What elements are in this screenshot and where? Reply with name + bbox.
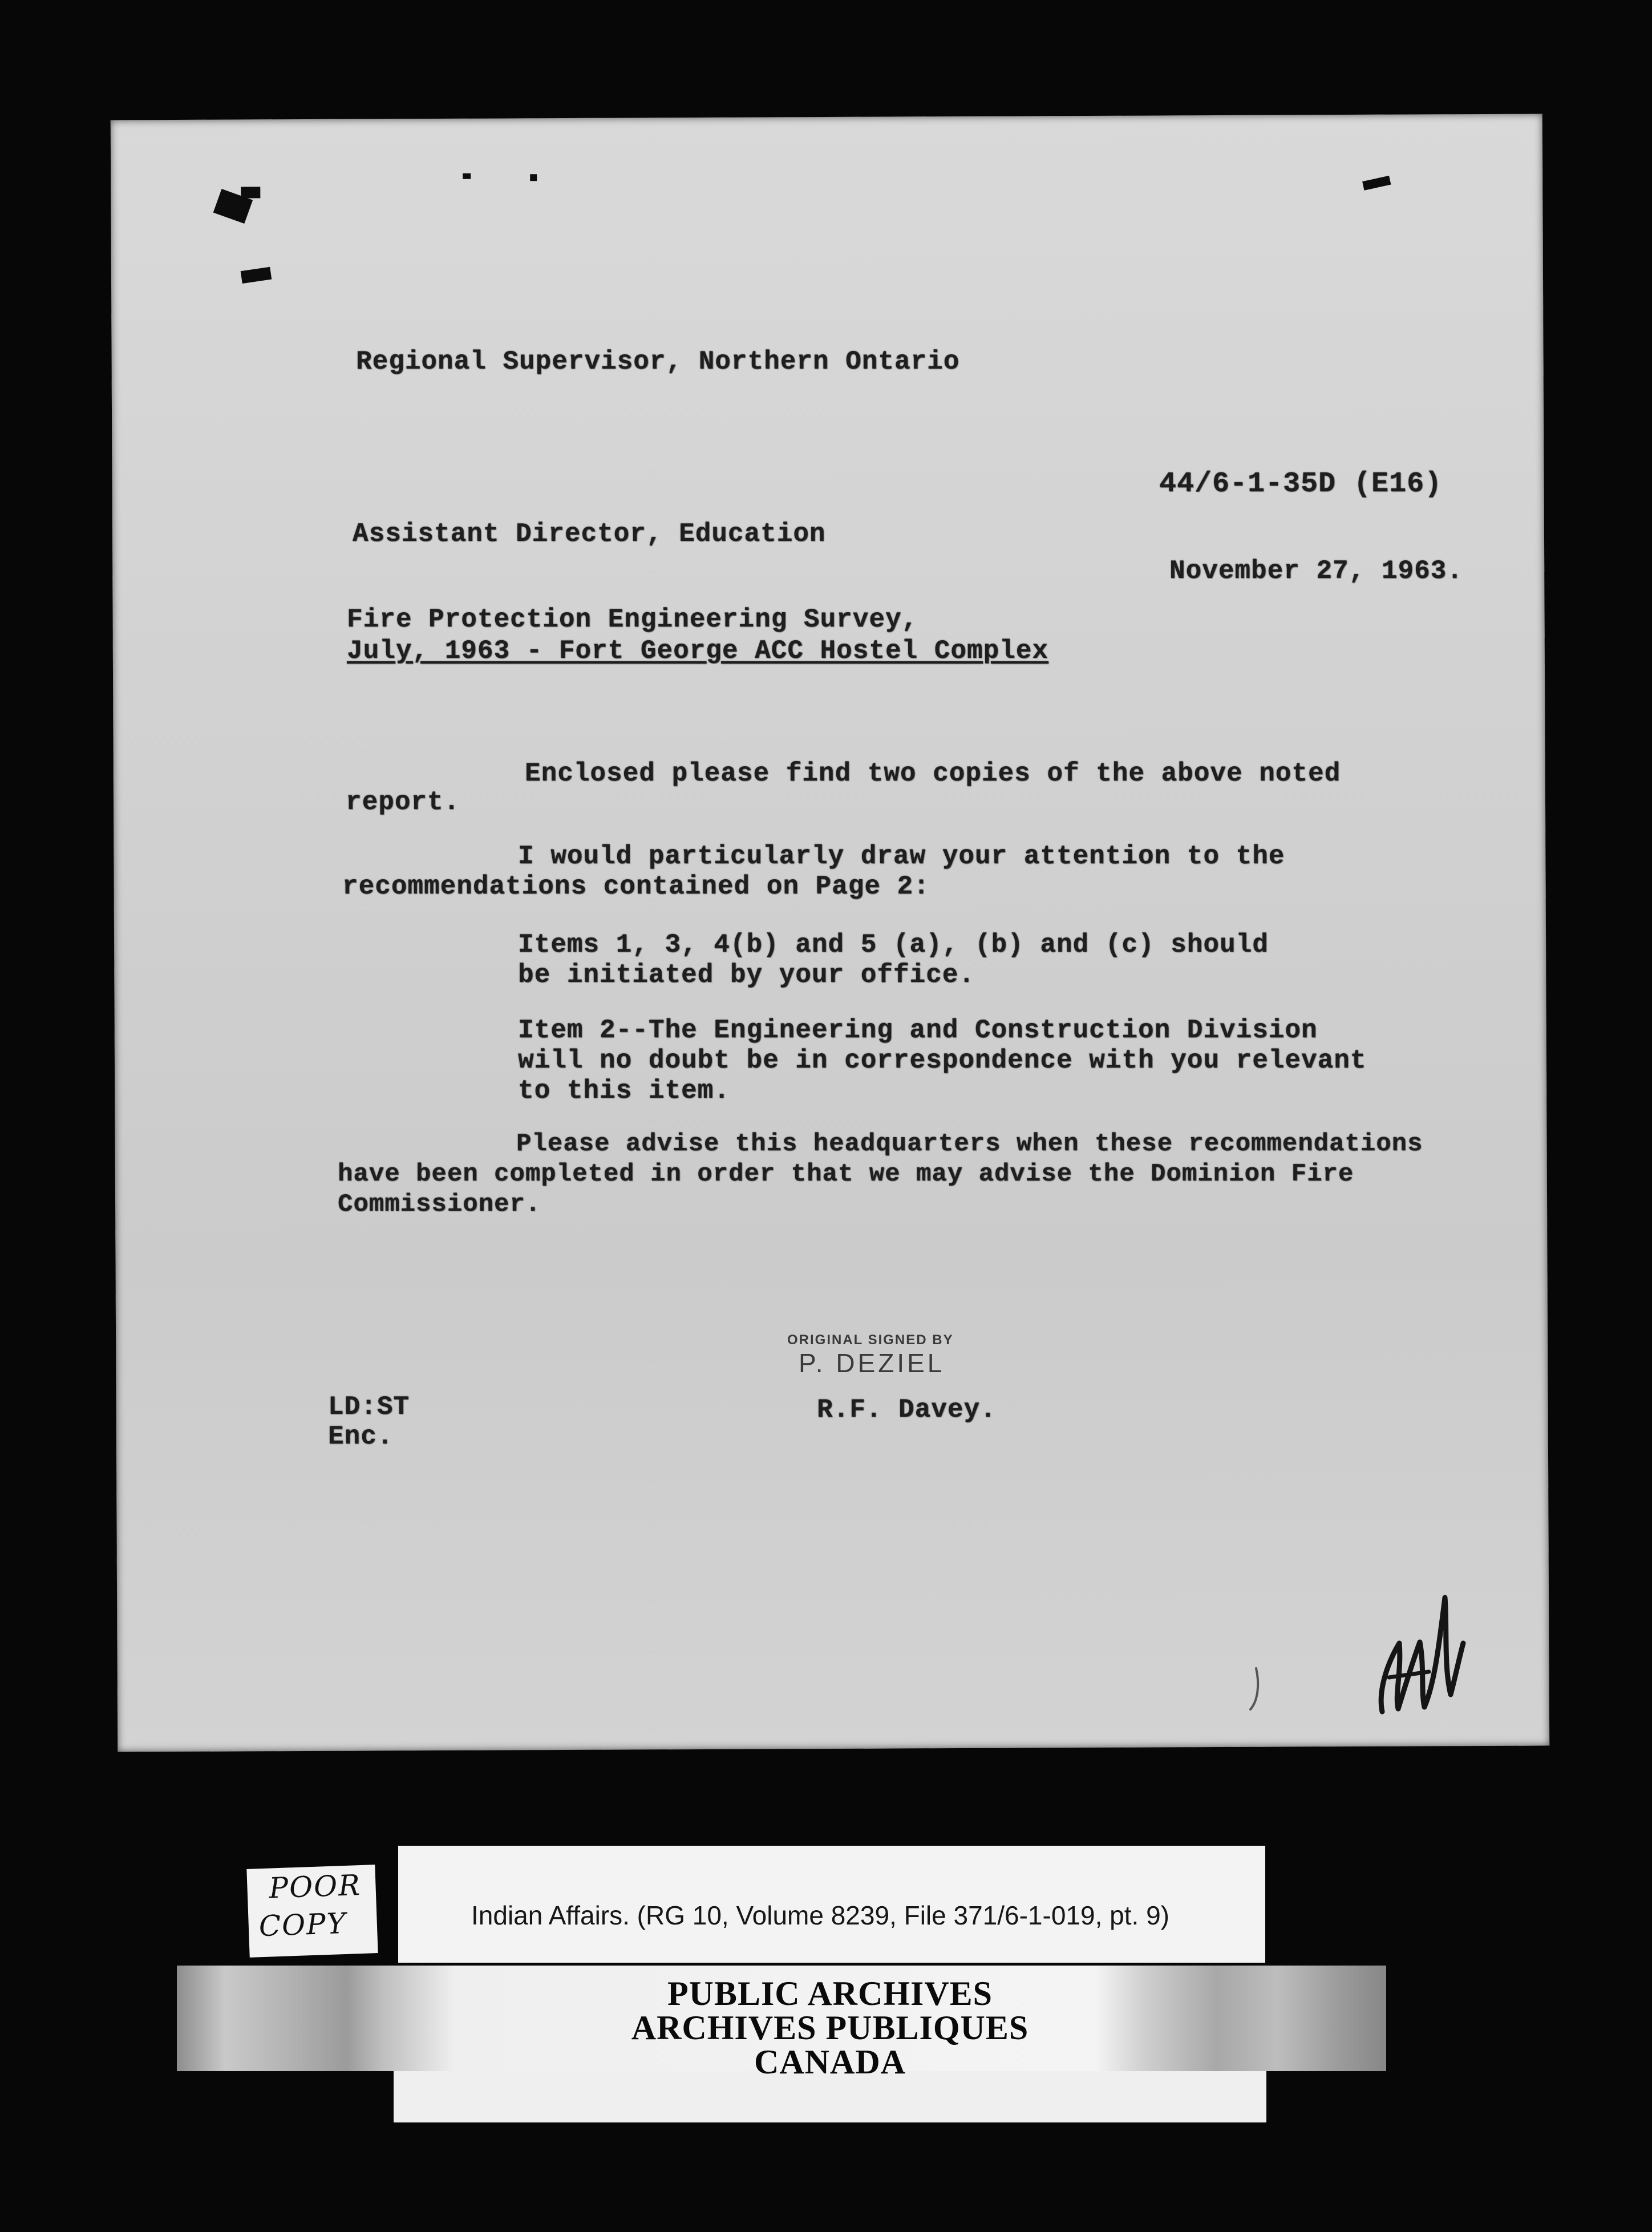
pencil-mark [1245,1666,1262,1712]
paragraph-3-line-1: Please advise this headquarters when these recommendations [516,1130,1423,1158]
punch-mark [1362,176,1391,191]
items-2-line-2: will no doubt be in correspondence with you relevant [518,1046,1367,1075]
paragraph-3-line-2: have been completed in order that we may advise the Dominion Fire [338,1160,1354,1188]
archives-line-2: ARCHIVES PUBLIQUES [631,2009,1029,2047]
signatory: R.F. Davey. [817,1395,997,1425]
poor-copy-line-2: COPY [258,1906,347,1943]
paragraph-2-line-2: recommendations contained on Page 2: [342,872,930,901]
items-2-line-3: to this item. [518,1076,730,1106]
archives-line-3: CANADA [754,2043,906,2081]
punch-mark [241,187,260,198]
file-reference: 44/6-1-35D (E16) [1159,468,1443,500]
poor-copy-note [246,1865,378,1958]
subject-line-2: July, 1963 - Fort George ACC Hostel Complex [347,636,1048,666]
paragraph-1-line-1: Enclosed please find two copies of the above noted [525,759,1341,789]
items-2-line-1: Item 2--The Engineering and Construction Division [518,1016,1318,1045]
signature-stamp-caption: ORIGINAL SIGNED BY [787,1332,954,1348]
memo-to: Regional Supervisor, Northern Ontario [356,347,960,377]
archive-reference: Indian Affairs. (RG 10, Volume 8239, File 371/6-1-019, pt. 9) [471,1901,1169,1930]
items-1-line-2: be initiated by your office. [518,960,975,990]
items-1-line-1: Items 1, 3, 4(b) and 5 (a), (b) and (c) should [518,930,1269,960]
enclosure-note: Enc. [328,1422,394,1451]
punch-mark [530,174,537,181]
memo-from: Assistant Director, Education [353,519,826,549]
signature-stamp-name: P. DEZIEL [799,1348,945,1378]
poor-copy-line-1: POOR [268,1869,362,1905]
paragraph-3-line-3: Commissioner. [338,1190,541,1219]
punch-mark [463,173,471,179]
paragraph-2-line-1: I would particularly draw your attention to the [518,842,1285,871]
memo-date: November 27, 1963. [1169,556,1463,586]
typist-initials: LD:ST [328,1392,410,1422]
handwritten-initials [1372,1575,1472,1723]
punch-mark [241,267,272,284]
paragraph-1-line-2: report. [346,787,460,817]
archives-line-1: PUBLIC ARCHIVES [667,1975,993,2012]
subject-line-1: Fire Protection Engineering Survey, [347,605,918,634]
